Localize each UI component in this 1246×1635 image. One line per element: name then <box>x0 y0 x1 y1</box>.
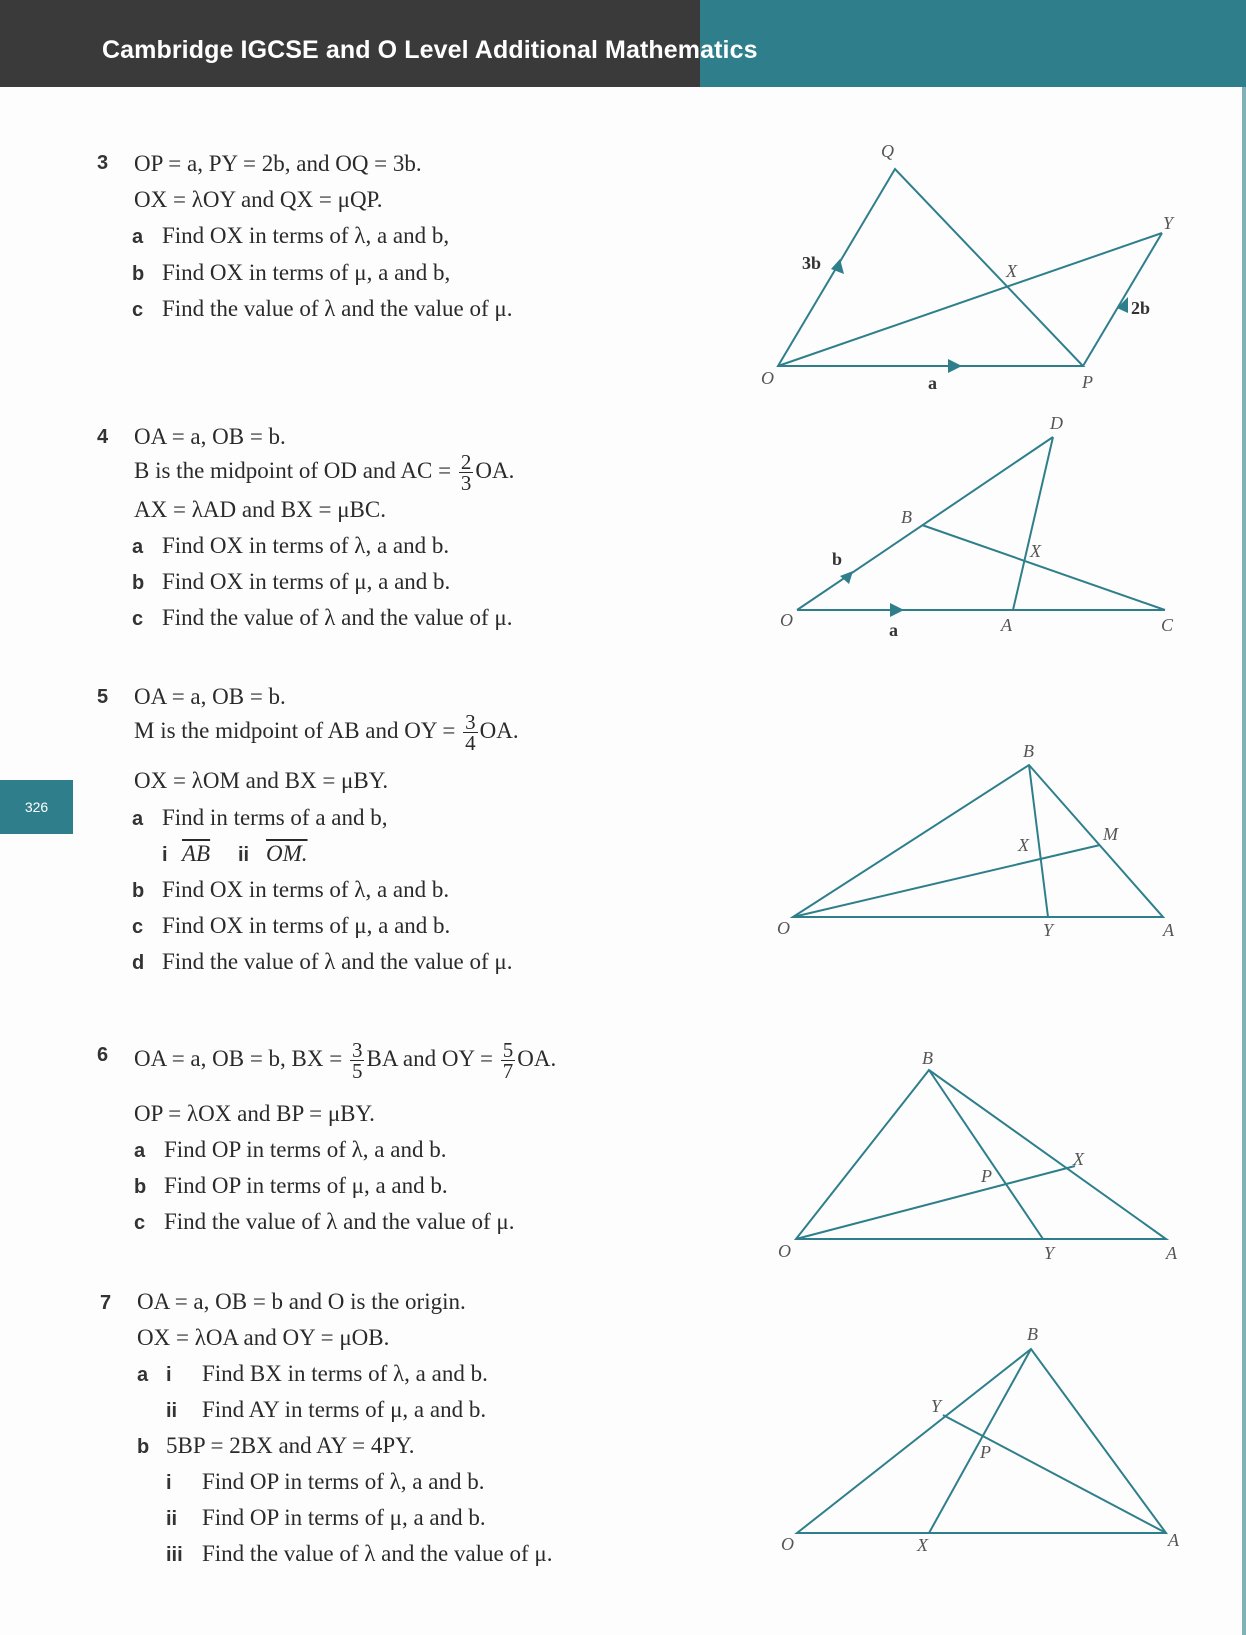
part-text: Find the value of λ and the value of μ. <box>162 296 513 321</box>
q6-label-P: P <box>981 1166 992 1186</box>
question-line: OA = a, OB = b, BX = $\frac{3}{5}$ BA and OY = $\frac{5}{7}$ OA. <box>134 1038 557 1083</box>
q6-label-B: B <box>922 1048 933 1068</box>
q3-label-O: O <box>761 368 774 388</box>
part-text: Find OP in terms of λ, a and b. <box>164 1137 447 1162</box>
q4-arrow-b <box>840 571 853 584</box>
question-line: OA = a, OB = b. <box>134 684 286 709</box>
part-text: Find OX in terms of μ, a and b. <box>162 913 451 938</box>
q4-label-B: B <box>901 507 912 527</box>
q4-label-C: C <box>1161 615 1174 635</box>
q4-label-D: D <box>1050 413 1063 433</box>
q5-label-A: A <box>1163 920 1174 940</box>
q3-arrow-a <box>948 359 962 373</box>
page-number: 326 <box>0 780 73 834</box>
question-line: OA = a, OB = b and O is the origin. <box>137 1289 466 1314</box>
question-number: 6 <box>97 1044 109 1066</box>
part-label: a <box>132 536 144 558</box>
q5-label-X: X <box>1018 835 1029 855</box>
q3-label-3b: 3b <box>802 253 822 273</box>
sub-text: $\overline{AB}$ <box>182 841 211 866</box>
part-label: c <box>134 1212 146 1234</box>
sub-label: ii <box>166 1508 178 1530</box>
question-line: AX = λAD and BX = μBC. <box>134 497 386 522</box>
page-title: Cambridge IGCSE and O Level Additional Mathematics <box>102 36 758 64</box>
question-line: OX = λOA and OY = μOB. <box>137 1325 390 1350</box>
q4-line-OD <box>797 437 1053 610</box>
q7-label-B: B <box>1027 1324 1038 1344</box>
q5-label-B: B <box>1023 741 1034 761</box>
part-label: b <box>132 572 145 594</box>
part-label: d <box>132 952 145 974</box>
part-text: Find in terms of a and b, <box>162 805 388 830</box>
part-text: Find AY in terms of μ, a and b. <box>202 1397 487 1422</box>
part-label: a <box>132 226 144 248</box>
q7-label-P: P <box>980 1442 991 1462</box>
q4-label-A: A <box>1001 615 1012 635</box>
question-line: OP = a, PY = 2b, and OQ = 3b. <box>134 151 422 176</box>
sub-label: ii <box>166 1400 178 1422</box>
q4-label-O: O <box>780 610 793 630</box>
q7-label-Y: Y <box>931 1396 942 1416</box>
q5-label-O: O <box>777 918 790 938</box>
q3-label-Q: Q <box>881 141 894 161</box>
question-number: 3 <box>97 152 109 174</box>
question-line: M is the midpoint of AB and OY = $\frac{3}{4}$ OA. <box>134 710 519 755</box>
q4-line-BC <box>922 525 1165 610</box>
part-text: Find OX in terms of λ, a and b. <box>162 877 450 902</box>
part-text: Find OP in terms of μ, a and b. <box>164 1173 448 1198</box>
sub-label: i <box>162 844 168 866</box>
q6-triangle <box>796 1070 1166 1239</box>
q7-label-X: X <box>917 1535 928 1555</box>
question-number: 4 <box>97 426 109 448</box>
q4-label-X: X <box>1030 541 1041 561</box>
question-line: B is the midpoint of OD and AC = $\frac{2}{3}$ OA. <box>134 450 515 495</box>
q3-line-OY <box>778 233 1162 366</box>
sub-label: ii <box>238 844 250 866</box>
question-number: 5 <box>97 686 109 708</box>
sub-label: i <box>166 1472 172 1494</box>
part-label: b <box>132 880 145 902</box>
q3-label-2b: 2b <box>1131 298 1151 318</box>
q5-line-BY <box>1029 765 1048 917</box>
sub-label: iii <box>166 1544 183 1566</box>
q7-line-BX <box>929 1349 1031 1533</box>
part-label: c <box>132 299 144 321</box>
q4-label-a: a <box>889 620 898 640</box>
part-label: c <box>132 608 144 630</box>
part-text: Find the value of λ and the value of μ. <box>162 949 513 974</box>
q4-arrow-a <box>890 603 904 617</box>
question-number: 7 <box>100 1292 112 1314</box>
part-text: Find the value of λ and the value of μ. <box>162 605 513 630</box>
q5-label-Y: Y <box>1043 920 1054 940</box>
q5-line-OM <box>793 845 1100 917</box>
part-label: a <box>137 1364 149 1386</box>
q7-label-O: O <box>781 1534 794 1554</box>
q3-line-PY <box>1083 233 1162 366</box>
q3-label-a: a <box>928 373 937 393</box>
question-line: OX = λOY and QX = μQP. <box>134 187 383 212</box>
part-label: c <box>132 916 144 938</box>
part-label: b <box>132 263 145 285</box>
part-text: Find OP in terms of λ, a and b. <box>202 1469 485 1494</box>
part-text: Find OP in terms of μ, a and b. <box>202 1505 486 1530</box>
part-text: Find the value of λ and the value of μ. <box>202 1541 553 1566</box>
q6-line-BY <box>929 1070 1043 1239</box>
q7-line-AY <box>943 1415 1166 1533</box>
q7-triangle <box>797 1349 1166 1533</box>
q7-label-A: A <box>1168 1530 1179 1550</box>
sub-text: OM. <box>266 841 308 866</box>
question-line: OA = a, OB = b. <box>134 424 286 449</box>
q6-label-Y: Y <box>1044 1243 1055 1263</box>
q3-label-Y: Y <box>1163 213 1174 233</box>
part-text: Find the value of λ and the value of μ. <box>164 1209 515 1234</box>
part-label: a <box>132 808 144 830</box>
q3-label-P: P <box>1082 372 1093 392</box>
q3-triangle <box>778 169 1083 366</box>
question-line: OP = λOX and BP = μBY. <box>134 1101 375 1126</box>
q6-label-A: A <box>1166 1243 1177 1263</box>
part-label: b <box>134 1176 147 1198</box>
part-text: Find BX in terms of λ, a and b. <box>202 1361 488 1386</box>
part-text: 5BP = 2BX and AY = 4PY. <box>166 1433 415 1458</box>
q5-label-M: M <box>1103 824 1118 844</box>
sub-label: i <box>166 1364 172 1386</box>
q4-line-AD <box>1013 437 1053 610</box>
part-text: Find OX in terms of λ, a and b. <box>162 533 450 558</box>
part-label: a <box>134 1140 146 1162</box>
question-line: OX = λOM and BX = μBY. <box>134 768 389 793</box>
part-text: Find OX in terms of μ, a and b, <box>162 260 451 285</box>
q6-label-O: O <box>778 1241 791 1261</box>
q6-line-OX <box>796 1166 1075 1239</box>
part-text: Find OX in terms of μ, a and b. <box>162 569 451 594</box>
q4-label-b: b <box>832 549 843 569</box>
part-text: Find OX in terms of λ, a and b, <box>162 223 450 248</box>
q3-label-X: X <box>1006 261 1017 281</box>
q6-label-X: X <box>1073 1149 1084 1169</box>
part-label: b <box>137 1436 150 1458</box>
